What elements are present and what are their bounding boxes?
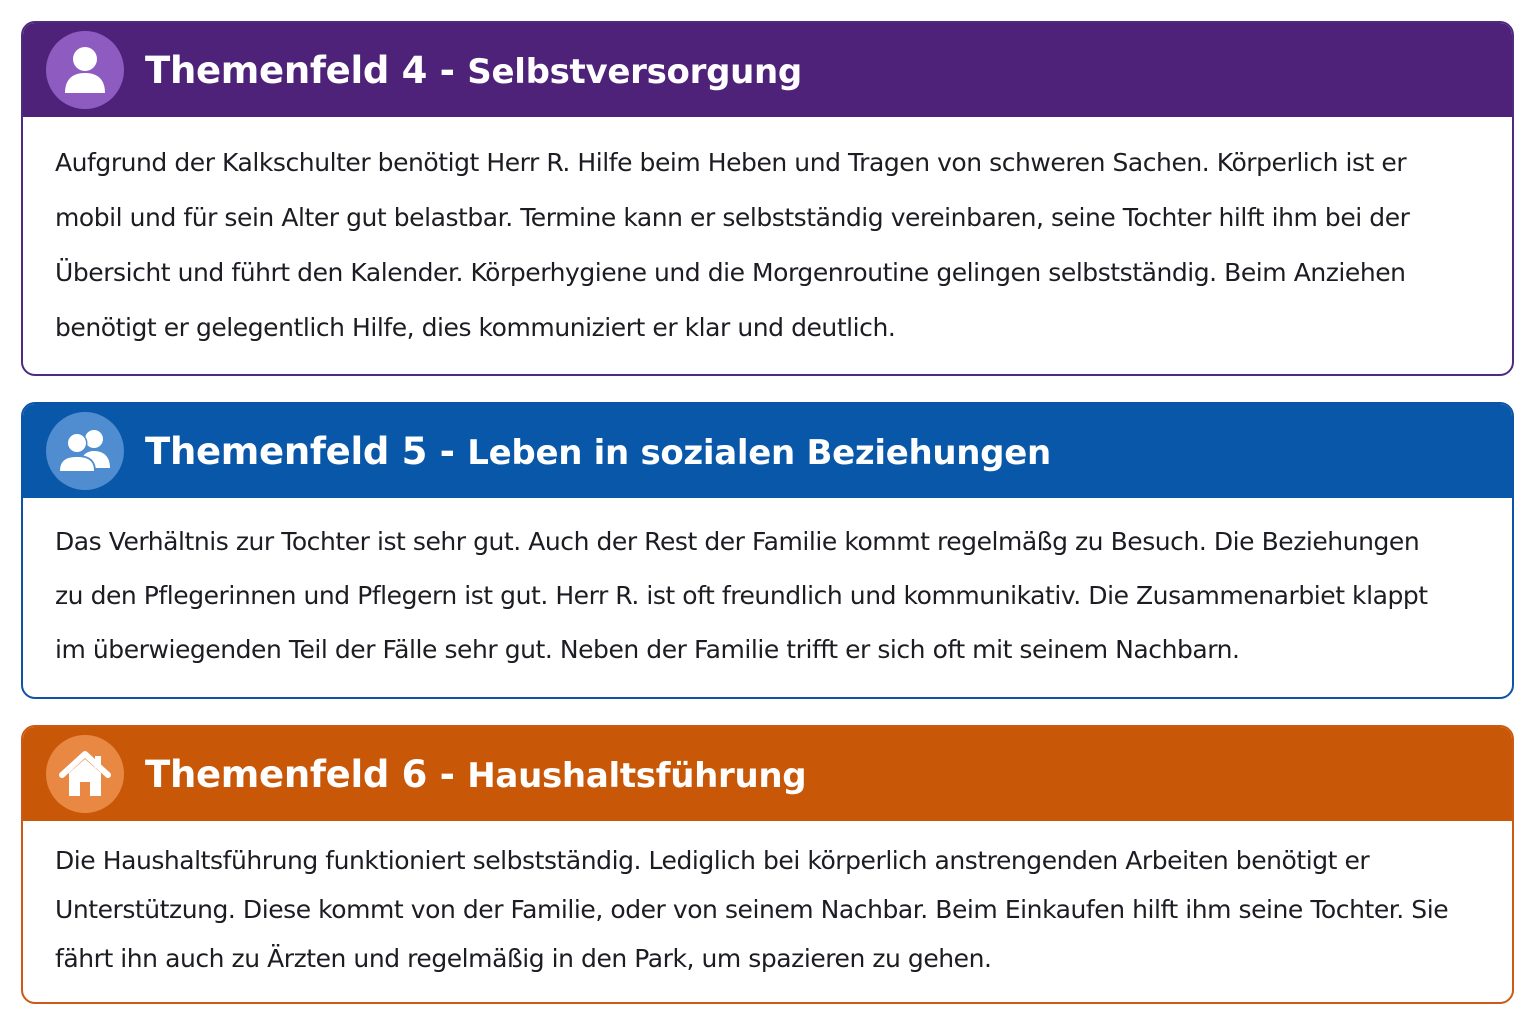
section-title-sub: Selbstversorgung [467, 51, 802, 92]
house-icon [46, 735, 124, 813]
section-title-main: Themenfeld 5 - [145, 429, 468, 473]
section-title-sub: Leben in sozialen Beziehungen [467, 432, 1051, 473]
section-themenfeld-4 [21, 21, 1514, 376]
body-line: benötigt er gelegentlich Hilfe, dies kommuniziert er klar und deutlich. [55, 313, 896, 342]
section-body [23, 498, 1512, 677]
section-title-main: Themenfeld 6 - [145, 752, 468, 796]
body-line: Aufgrund der Kalkschulter benötigt Herr R. Hilfe beim Heben und Tragen von schweren Sachen. Körperlich ist er [55, 148, 1407, 177]
body-line: Die Haushaltsführung funktioniert selbstständig. Lediglich bei körperlich anstrengenden Arbeiten benötigt er [55, 846, 1370, 875]
body-line: fährt ihn auch zu Ärzten und regelmäßig in den Park, um spazieren zu gehen. [55, 944, 992, 973]
section-body [23, 821, 1512, 983]
section-header [23, 727, 1512, 821]
people-icon [46, 412, 124, 490]
body-line: zu den Pflegerinnen und Pflegern ist gut. Herr R. ist oft freundlich und kommunikativ. Die Zusammenarbiet klappt [55, 581, 1428, 610]
section-themenfeld-5 [21, 402, 1514, 699]
section-title-sub: Haushaltsführung [467, 755, 807, 796]
person-icon [46, 31, 124, 109]
section-title [145, 430, 1051, 473]
section-title [145, 49, 802, 92]
section-title [145, 753, 806, 796]
body-line: mobil und für sein Alter gut belastbar. Termine kann er selbstständig vereinbaren, seine Tochter hilft ihm bei der [55, 203, 1410, 232]
body-line: Unterstützung. Diese kommt von der Familie, oder von seinem Nachbar. Beim Einkaufen hilft ihm seine Tochter. Sie [55, 895, 1449, 924]
body-line: Übersicht und führt den Kalender. Körperhygiene und die Morgenroutine gelingen selbstständig. Beim Anziehen [55, 258, 1406, 287]
section-header [23, 404, 1512, 498]
section-body [23, 117, 1512, 355]
section-themenfeld-6 [21, 725, 1514, 1004]
body-line: Das Verhältnis zur Tochter ist sehr gut. Auch der Rest der Familie kommt regelmäßg zu Besuch. Die Beziehungen [55, 527, 1420, 556]
section-title-main: Themenfeld 4 - [145, 48, 468, 92]
body-line: im überwiegenden Teil der Fälle sehr gut. Neben der Familie trifft er sich oft mit seinem Nachbarn. [55, 635, 1240, 664]
section-header [23, 23, 1512, 117]
